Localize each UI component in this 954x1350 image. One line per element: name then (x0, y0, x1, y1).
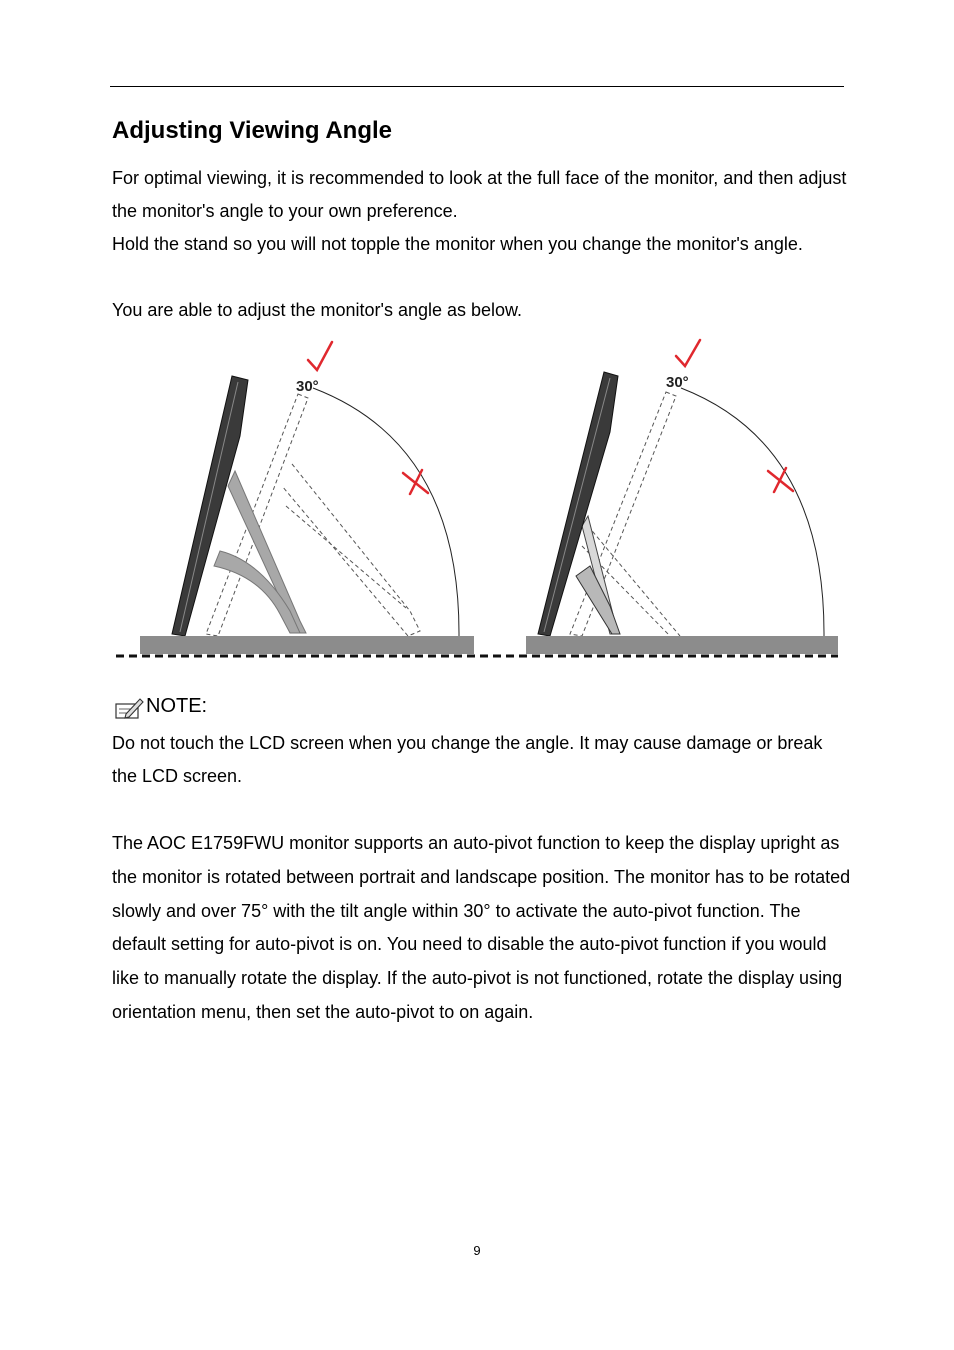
right-base (526, 636, 838, 654)
right-tilt-diagram (526, 340, 838, 654)
left-angle-label: 30° (296, 378, 319, 395)
header-rule (110, 86, 844, 87)
auto-pivot-paragraph: The AOC E1759FWU monitor supports an auto-pivot function to keep the display upright as the monitor is rotated between portrait and landscape position. The monitor has to be rotated slowly and over 75° with the tilt angle within 30° to activate the auto-pivot function. The default setting for auto-pivot is on. You need to disable the auto-pivot function if you would like to manually rotate the display. If the auto-pivot is not functioned, rotate the display using orientation menu, then set the auto-pivot to on again. (112, 833, 851, 1022)
intro-paragraph-3: You are able to adjust the monitor's angle as below. (112, 300, 523, 320)
left-stand-rear-leg (228, 471, 306, 633)
left-ghost-stand (282, 464, 420, 636)
intro-paragraph-1: For optimal viewing, it is recommended to look at the full face of the monitor, and then adjust the monitor's angle to your own preference. (112, 168, 847, 222)
note-text: Do not touch the LCD screen when you change the angle. It may cause damage or break the LCD screen. (112, 733, 823, 787)
right-tilt-arc (681, 388, 824, 636)
left-monitor (172, 376, 248, 636)
left-tilt-diagram (140, 342, 474, 654)
note-pencil-icon (112, 696, 146, 722)
section-title: Adjusting Viewing Angle (112, 117, 393, 144)
left-check-icon (308, 342, 332, 370)
viewing-angle-figure (110, 336, 844, 666)
right-cross-icon (768, 468, 793, 492)
intro-paragraph-2: Hold the stand so you will not topple the monitor when you change the monitor's angle. (112, 234, 803, 254)
left-base (140, 636, 474, 654)
left-cross-icon (403, 470, 428, 494)
note-heading (112, 690, 207, 722)
page-number: 9 (473, 1243, 481, 1258)
viewing-angle-illustration (110, 336, 844, 666)
note-label: NOTE: (146, 695, 208, 717)
left-tilt-arc (313, 388, 459, 636)
right-angle-label: 30° (666, 374, 689, 391)
right-check-icon (676, 340, 700, 366)
